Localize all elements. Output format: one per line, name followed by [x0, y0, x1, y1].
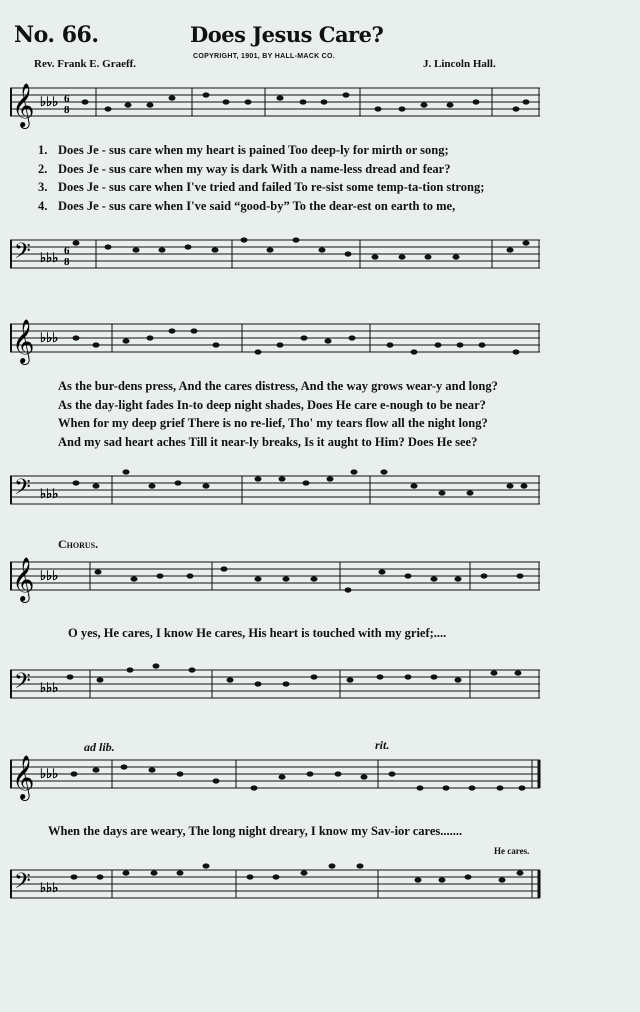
lyricist-credit: Rev. Frank E. Graeff. [34, 58, 137, 70]
chorus-treble-staff [10, 554, 542, 614]
system-1-bass-staff [10, 226, 542, 286]
chorus-bass-staff [10, 656, 542, 716]
verse-block-1 [38, 141, 484, 215]
svg-text:𝄞: 𝄞 [12, 557, 35, 601]
final-treble-staff [10, 752, 542, 812]
system-2-treble-staff [10, 316, 542, 376]
svg-text:♭♭♭: ♭♭♭ [40, 766, 59, 781]
verse-line-3: 3. Does Je - sus care when I've tried and failed To re-sist some temp-ta-tion strong; [38, 180, 485, 194]
ad-lib-marking: ad lib. [84, 740, 115, 754]
svg-text:𝄢: 𝄢 [14, 239, 31, 269]
svg-text:♭♭♭: ♭♭♭ [40, 330, 59, 345]
verse-block-2 [58, 377, 498, 451]
svg-text:♭♭♭: ♭♭♭ [40, 680, 59, 695]
svg-text:♭♭♭: ♭♭♭ [40, 250, 59, 265]
system-1-treble-staff [10, 80, 542, 140]
svg-text:♭♭♭: ♭♭♭ [40, 94, 59, 109]
verse-line-4: 4. Does Je - sus care when I've said “good-by” To the dear-est on earth to me, [38, 198, 456, 213]
chorus-label: Chorus. [58, 537, 99, 551]
svg-text:𝄢: 𝄢 [14, 869, 31, 899]
svg-text:𝄞: 𝄞 [12, 83, 35, 127]
he-cares-echo: He cares. [494, 846, 530, 856]
svg-text:𝄞: 𝄞 [12, 319, 35, 363]
svg-text:♭♭♭: ♭♭♭ [40, 880, 59, 895]
svg-text:8: 8 [64, 256, 70, 268]
svg-text:𝄢: 𝄢 [14, 669, 31, 699]
svg-text:6: 6 [64, 93, 70, 105]
verse2-line-3: When for my deep grief There is no re-lief, Tho' my tears flow all the night long? [58, 416, 488, 430]
verse-line-2: 2. Does Je - sus care when my way is dark With a name-less dread and fear? [38, 161, 451, 176]
final-lyric-line: When the days are weary, The long night dreary, I know my Sav-ior cares....... [48, 824, 463, 838]
verse-line-1: 1. Does Je - sus care when my heart is pained Too deep-ly for mirth or song; [38, 143, 449, 157]
rit-marking: rit. [375, 738, 390, 752]
composer-credit: J. Lincoln Hall. [423, 58, 496, 70]
hymn-title: Does Jesus Care? [190, 22, 384, 47]
svg-text:♭♭♭: ♭♭♭ [40, 568, 59, 583]
system-2-bass-staff [10, 462, 542, 522]
svg-text:6: 6 [64, 245, 70, 257]
svg-text:♭♭♭: ♭♭♭ [40, 486, 59, 501]
hymn-number: No. 66. [14, 22, 99, 48]
svg-text:𝄢: 𝄢 [14, 475, 31, 505]
verse2-line-4: And my sad heart aches Till it near-ly breaks, Is it aught to Him? Does He see? [58, 434, 478, 449]
svg-text:8: 8 [64, 104, 70, 116]
final-bass-staff [10, 856, 542, 916]
svg-text:𝄞: 𝄞 [12, 755, 35, 799]
verse2-line-2: As the day-light fades In-to deep night shades, Does He care e-nough to be near? [58, 397, 486, 412]
chorus-lyric-line: O yes, He cares, I know He cares, His heart is touched with my grief;.... [68, 626, 447, 640]
verse2-line-1: As the bur-dens press, And the cares distress, And the way grows wear-y and long? [58, 379, 498, 393]
copyright-notice: COPYRIGHT, 1901, BY HALL-MACK CO. [193, 53, 336, 60]
